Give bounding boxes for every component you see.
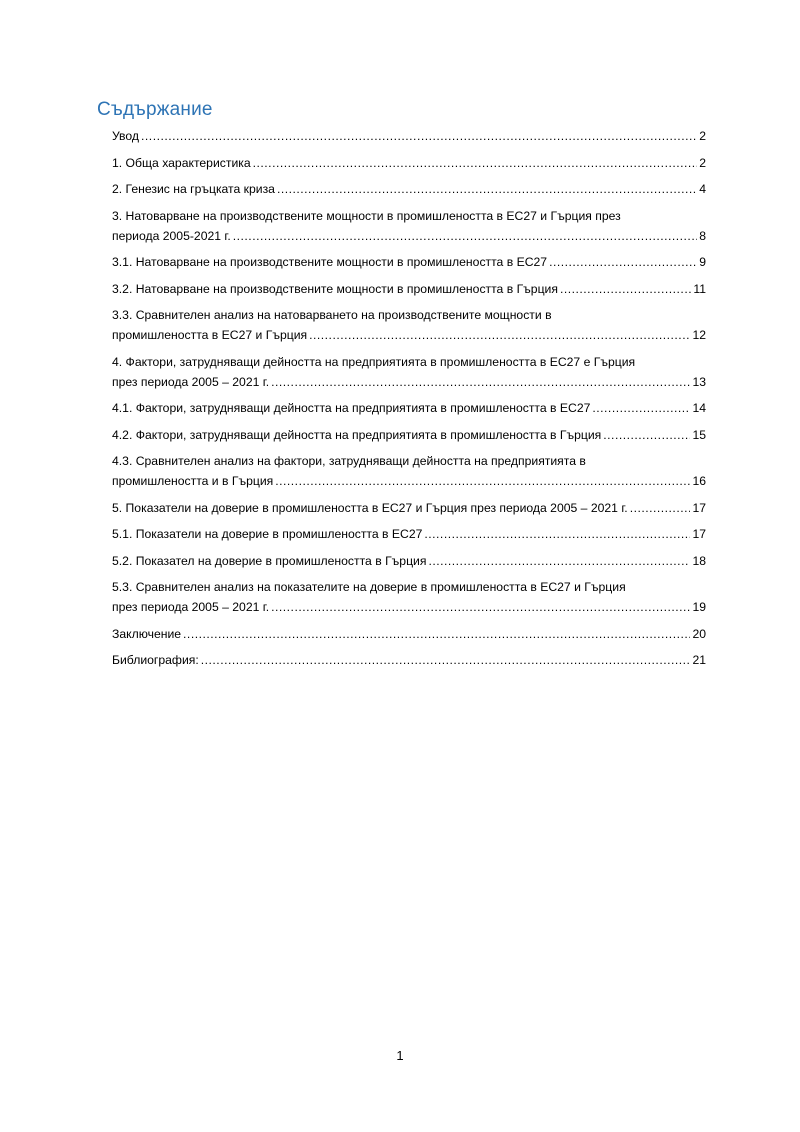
toc-leader-dots — [277, 179, 697, 199]
page-number: 1 — [396, 1048, 404, 1063]
toc-entry-text-line1: 3. Натоварване на производствените мощности в промишлеността в ЕС27 и Гърция през — [112, 208, 621, 223]
toc-entry-page: 2 — [699, 129, 706, 143]
toc-entry-text: през периода 2005 – 2021 г. — [112, 374, 270, 389]
toc-entry-text: периода 2005-2021 г. — [112, 228, 231, 243]
toc-entry[interactable] — [112, 126, 706, 146]
toc-entry[interactable] — [112, 305, 706, 345]
toc-leader-dots — [560, 279, 691, 299]
toc-entry-page: 4 — [699, 182, 706, 196]
toc-entry-page: 15 — [692, 427, 706, 442]
toc-entry-page: 12 — [692, 328, 706, 342]
toc-leader-dots — [233, 226, 697, 246]
toc-entry[interactable] — [112, 352, 706, 392]
toc-entry-page: 18 — [692, 553, 706, 568]
toc-leader-dots — [183, 624, 690, 644]
toc-entry[interactable] — [112, 179, 706, 199]
toc-entry-text: 2. Генезис на гръцката криза — [112, 182, 275, 196]
toc-entry-page: 21 — [692, 653, 706, 667]
toc-entry-page: 14 — [692, 401, 706, 415]
toc-entry-text-line1: 4.3. Сравнителен анализ на фактори, затрудняващи дейността на предприятията в — [112, 454, 586, 468]
toc-leader-dots — [592, 398, 690, 418]
toc-entry-text: промишлеността и в Гърция — [112, 474, 274, 488]
toc-entry-text: 5.1. Показатели на доверие в промишлеността в ЕС27 — [112, 527, 423, 541]
toc-entry[interactable] — [112, 279, 706, 299]
toc-entry[interactable] — [112, 206, 706, 246]
toc-entry-page: 8 — [699, 228, 706, 243]
toc-entry[interactable] — [112, 650, 706, 670]
toc-entry[interactable] — [112, 398, 706, 418]
toc-leader-dots — [201, 650, 691, 670]
toc-entry[interactable] — [112, 524, 706, 544]
toc-entry-text: 3.2. Натоварване на производствените мощности в промишлеността в Гърция — [112, 281, 558, 296]
toc-leader-dots — [141, 126, 697, 146]
toc-entry[interactable] — [112, 498, 706, 518]
toc-entry[interactable] — [112, 624, 706, 644]
toc-entry-page: 17 — [692, 527, 706, 541]
toc-entry-text: Заключение — [112, 626, 182, 641]
toc-entry-text-line1: 5.3. Сравнителен анализ на показателите на доверие в промишлеността в ЕС27 и Гърция — [112, 580, 626, 594]
toc-entry-page: 2 — [699, 155, 706, 170]
toc-entry-text: 3.1. Натоварване на производствените мощности в промишлеността в ЕС27 — [112, 255, 548, 269]
toc-entry-text-line1: 4. Фактори, затрудняващи дейността на предприятията в промишлеността в ЕС27 е Гърция — [112, 354, 636, 369]
toc-entry-page: 17 — [692, 500, 706, 515]
toc-leader-dots — [309, 325, 690, 345]
toc-leader-dots — [271, 372, 690, 392]
toc-entry-text: 5. Показатели на доверие в промишлеността в ЕС27 и Гърция през периода 2005 – 2021 г. — [112, 500, 628, 515]
toc-leader-dots — [271, 597, 690, 617]
toc-title: Съдържание — [97, 99, 213, 120]
toc-leader-dots — [424, 524, 690, 544]
toc-entry-text-line1: 3.3. Сравнителен анализ на натоварването на производствените мощности в — [112, 308, 552, 322]
toc-leader-dots — [603, 425, 690, 445]
toc-entry-page: 9 — [699, 255, 706, 269]
toc-entry-page: 19 — [692, 600, 706, 614]
toc-entry-text: през периода 2005 – 2021 г. — [112, 600, 270, 614]
toc-leader-dots — [253, 153, 698, 173]
toc-entry-page: 11 — [693, 281, 706, 296]
toc-entry[interactable] — [112, 252, 706, 272]
toc-entry-text: Увод — [112, 129, 140, 143]
toc-entry-page: 16 — [692, 474, 706, 488]
toc-entry-text: 4.2. Фактори, затрудняващи дейността на предприятията в промишлеността в Гърция — [112, 427, 602, 442]
toc-entry[interactable] — [112, 153, 706, 173]
toc-leader-dots — [549, 252, 697, 272]
toc-leader-dots — [630, 498, 691, 518]
toc-entry-text: 4.1. Фактори, затрудняващи дейността на предприятията в промишлеността в ЕС27 — [112, 401, 591, 415]
toc-entry[interactable] — [112, 451, 706, 491]
toc-entry-text: 1. Обща характеристика — [112, 155, 251, 170]
toc-entry[interactable] — [112, 577, 706, 617]
toc-entry[interactable] — [112, 425, 706, 445]
toc-entry-page: 13 — [692, 374, 706, 389]
toc-entry-text: Библиография: — [112, 653, 199, 667]
table-of-contents — [112, 126, 706, 677]
toc-entry-text: 5.2. Показател на доверие в промишлеността в Гърция — [112, 553, 427, 568]
toc-entry-page: 20 — [692, 626, 706, 641]
toc-entry-text: промишлеността в ЕС27 и Гърция — [112, 328, 308, 342]
toc-entry[interactable] — [112, 551, 706, 571]
toc-leader-dots — [428, 551, 690, 571]
toc-leader-dots — [275, 471, 690, 491]
